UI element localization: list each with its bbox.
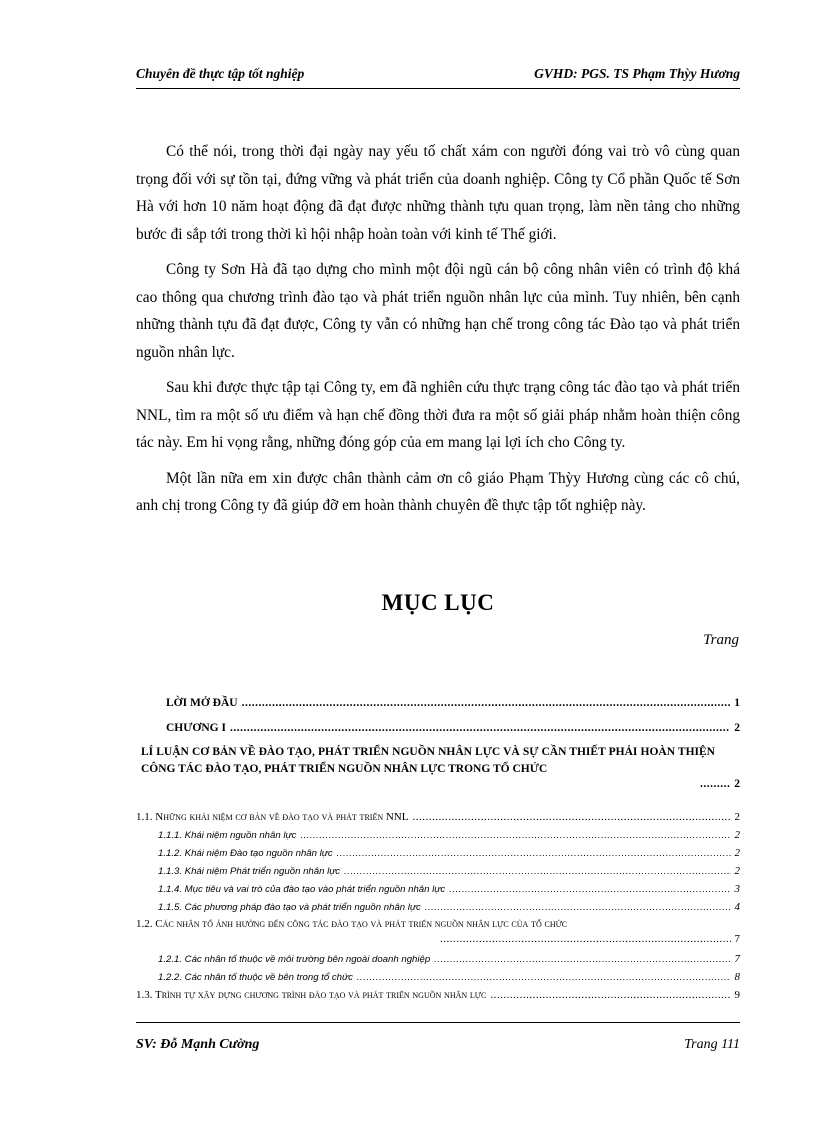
toc-entry-text: CHƯƠNG I — [166, 722, 226, 734]
toc-entry-text: 1.2.1. Các nhân tố thuộc về môi trường bên ngoài doanh nghiệp — [158, 954, 431, 965]
toc-entry-page: 2 — [734, 722, 740, 734]
toc-entry-1-1-1[interactable] — [158, 829, 740, 841]
page-header — [136, 66, 740, 89]
page-footer — [136, 1022, 740, 1067]
header-title: Chuyên đề thực tập tốt nghiệp — [136, 66, 305, 81]
toc-page-label: Trang — [703, 632, 739, 648]
toc-entry-page: 3 — [734, 883, 740, 895]
header-advisor: GVHD: PGS. TS Phạm Thỳy Hương — [534, 66, 740, 81]
toc-entry-1-2-1[interactable] — [158, 953, 740, 965]
intro-paragraphs — [136, 138, 740, 520]
toc-entry-page: 1 — [734, 697, 740, 709]
toc-entry-li-luan[interactable]: LÍ LUẬN CƠ BẢN VỀ ĐÀO TẠO, PHÁT TRIỂN NGUỒN NHÂN LỰC VÀ SỰ CẦN THIẾT PHẢI HOÀN THIỆN CÔNG TÁC ĐÀO TẠO, PHÁT TRIỂN NGUỒN NHÂN LỰC TRONG TỔ CHỨC — [141, 746, 715, 775]
toc-entry-page: 7 — [734, 953, 740, 965]
toc-entry-text: 1.1.3. Khái niệm Phát triển nguồn nhân lực — [158, 866, 341, 877]
toc-entry-1-3[interactable] — [136, 989, 740, 1001]
toc-entry-1-1[interactable] — [136, 811, 740, 823]
paragraph-4: Một lần nữa em xin được chân thành cảm ơn cô giáo Phạm Thỳy Hương cùng các cô chú, anh chị trong Công ty đã giúp đỡ em hoàn thành chuyên đề thực tập tốt nghiệp này. — [136, 469, 740, 514]
toc-entry-1-1-3[interactable] — [158, 865, 740, 877]
toc-entry-loi-mo-dau[interactable] — [166, 697, 740, 709]
toc-entry-li-luan-page-row — [696, 778, 740, 790]
toc-entry-1-2-page-row — [436, 933, 740, 945]
toc-entry-page: 2 — [734, 865, 740, 877]
toc-entry-chuong-1[interactable] — [166, 722, 740, 734]
paragraph-3: Sau khi được thực tập tại Công ty, em đã nghiên cứu thực trạng công tác đào tạo và phát triển NNL, tìm ra một số ưu điểm và hạn chế đồng thời đưa ra một số giải pháp nhằm hoàn thiện công tác này. Em hi vọng rằng, những đóng góp của em mang lại lợi ích cho Công ty. — [136, 379, 740, 451]
paragraph-1: Có thể nói, trong thời đại ngày nay yếu tố chất xám con người đóng vai trò vô cùng quan trọng đối với sự tồn tại, đứng vững và phát triển của doanh nghiệp. Công ty Cổ phần Quốc tế Sơn Hà với hơn 10 năm hoạt động đã đạt được những thành tựu quan trọng, làm nền tảng cho những bước đi sắp tới trong thời kì hội nhập hoàn toàn với kinh tế Thế giới. — [136, 143, 740, 243]
toc-entry-text: 1.1.1. Khái niệm nguồn nhân lực — [158, 830, 297, 841]
toc-entry-1-2-2[interactable] — [158, 971, 740, 983]
paragraph-2: Công ty Sơn Hà đã tạo dựng cho mình một đội ngũ cán bộ công nhân viên có trình độ khá cao thông qua chương trình đào tạo và phát triển nguồn nhân lực của mình. Tuy nhiên, bên cạnh những thành tựu đã đạt được, Công ty vẫn có những hạn chế trong công tác Đào tạo và phát triển nguồn nhân lực. — [136, 261, 740, 361]
toc-entry-page: 2 — [734, 778, 740, 790]
toc-entry-1-2-text[interactable]: 1.2. Các nhân tố ảnh hưởng đến công tác đào tạo và phát triển nguồn nhân lực của tổ chức — [136, 918, 568, 930]
footer-student: SV: Đỗ Mạnh Cường — [136, 1037, 260, 1052]
toc-entry-text: LỜI MỞ ĐẦU — [166, 697, 238, 709]
toc-entry-text: 1.1.2. Khái niệm Đào tạo nguồn nhân lực — [158, 848, 333, 859]
toc-entry-1-1-2[interactable] — [158, 847, 740, 859]
toc-title: MỤC LỤC — [381, 590, 495, 615]
footer-page-number: Trang 111 — [684, 1037, 740, 1052]
toc-entry-text: 1.1.5. Các phương pháp đào tạo và phát triển nguồn nhân lực — [158, 902, 421, 913]
toc-entry-page: 2 — [734, 847, 740, 859]
toc-entry-page: 7 — [734, 933, 740, 945]
toc-entry-text: 1.2.2. Các nhân tố thuộc về bên trong tổ chức — [158, 972, 353, 983]
toc-entry-page: 2 — [734, 829, 740, 841]
toc-entry-page: 9 — [734, 989, 740, 1001]
toc-entry-text: 1.1.4. Mục tiêu và vai trò của đào tạo vào phát triển nguồn nhân lực — [158, 884, 446, 895]
toc-entry-page: 8 — [734, 971, 740, 983]
toc-entry-page: 4 — [734, 901, 740, 913]
toc-entry-page: 2 — [734, 811, 740, 823]
toc-entry-text: 1.3. Trình tự xây dựng chương trình đào tạo và phát triển nguồn nhân lực — [136, 989, 487, 1001]
toc-entry-text: 1.1. Những khái niệm cơ bản về đào tạo và phát triển NNL — [136, 811, 409, 823]
toc-entry-1-1-4[interactable] — [158, 883, 740, 895]
toc-entry-1-1-5[interactable] — [158, 901, 740, 913]
